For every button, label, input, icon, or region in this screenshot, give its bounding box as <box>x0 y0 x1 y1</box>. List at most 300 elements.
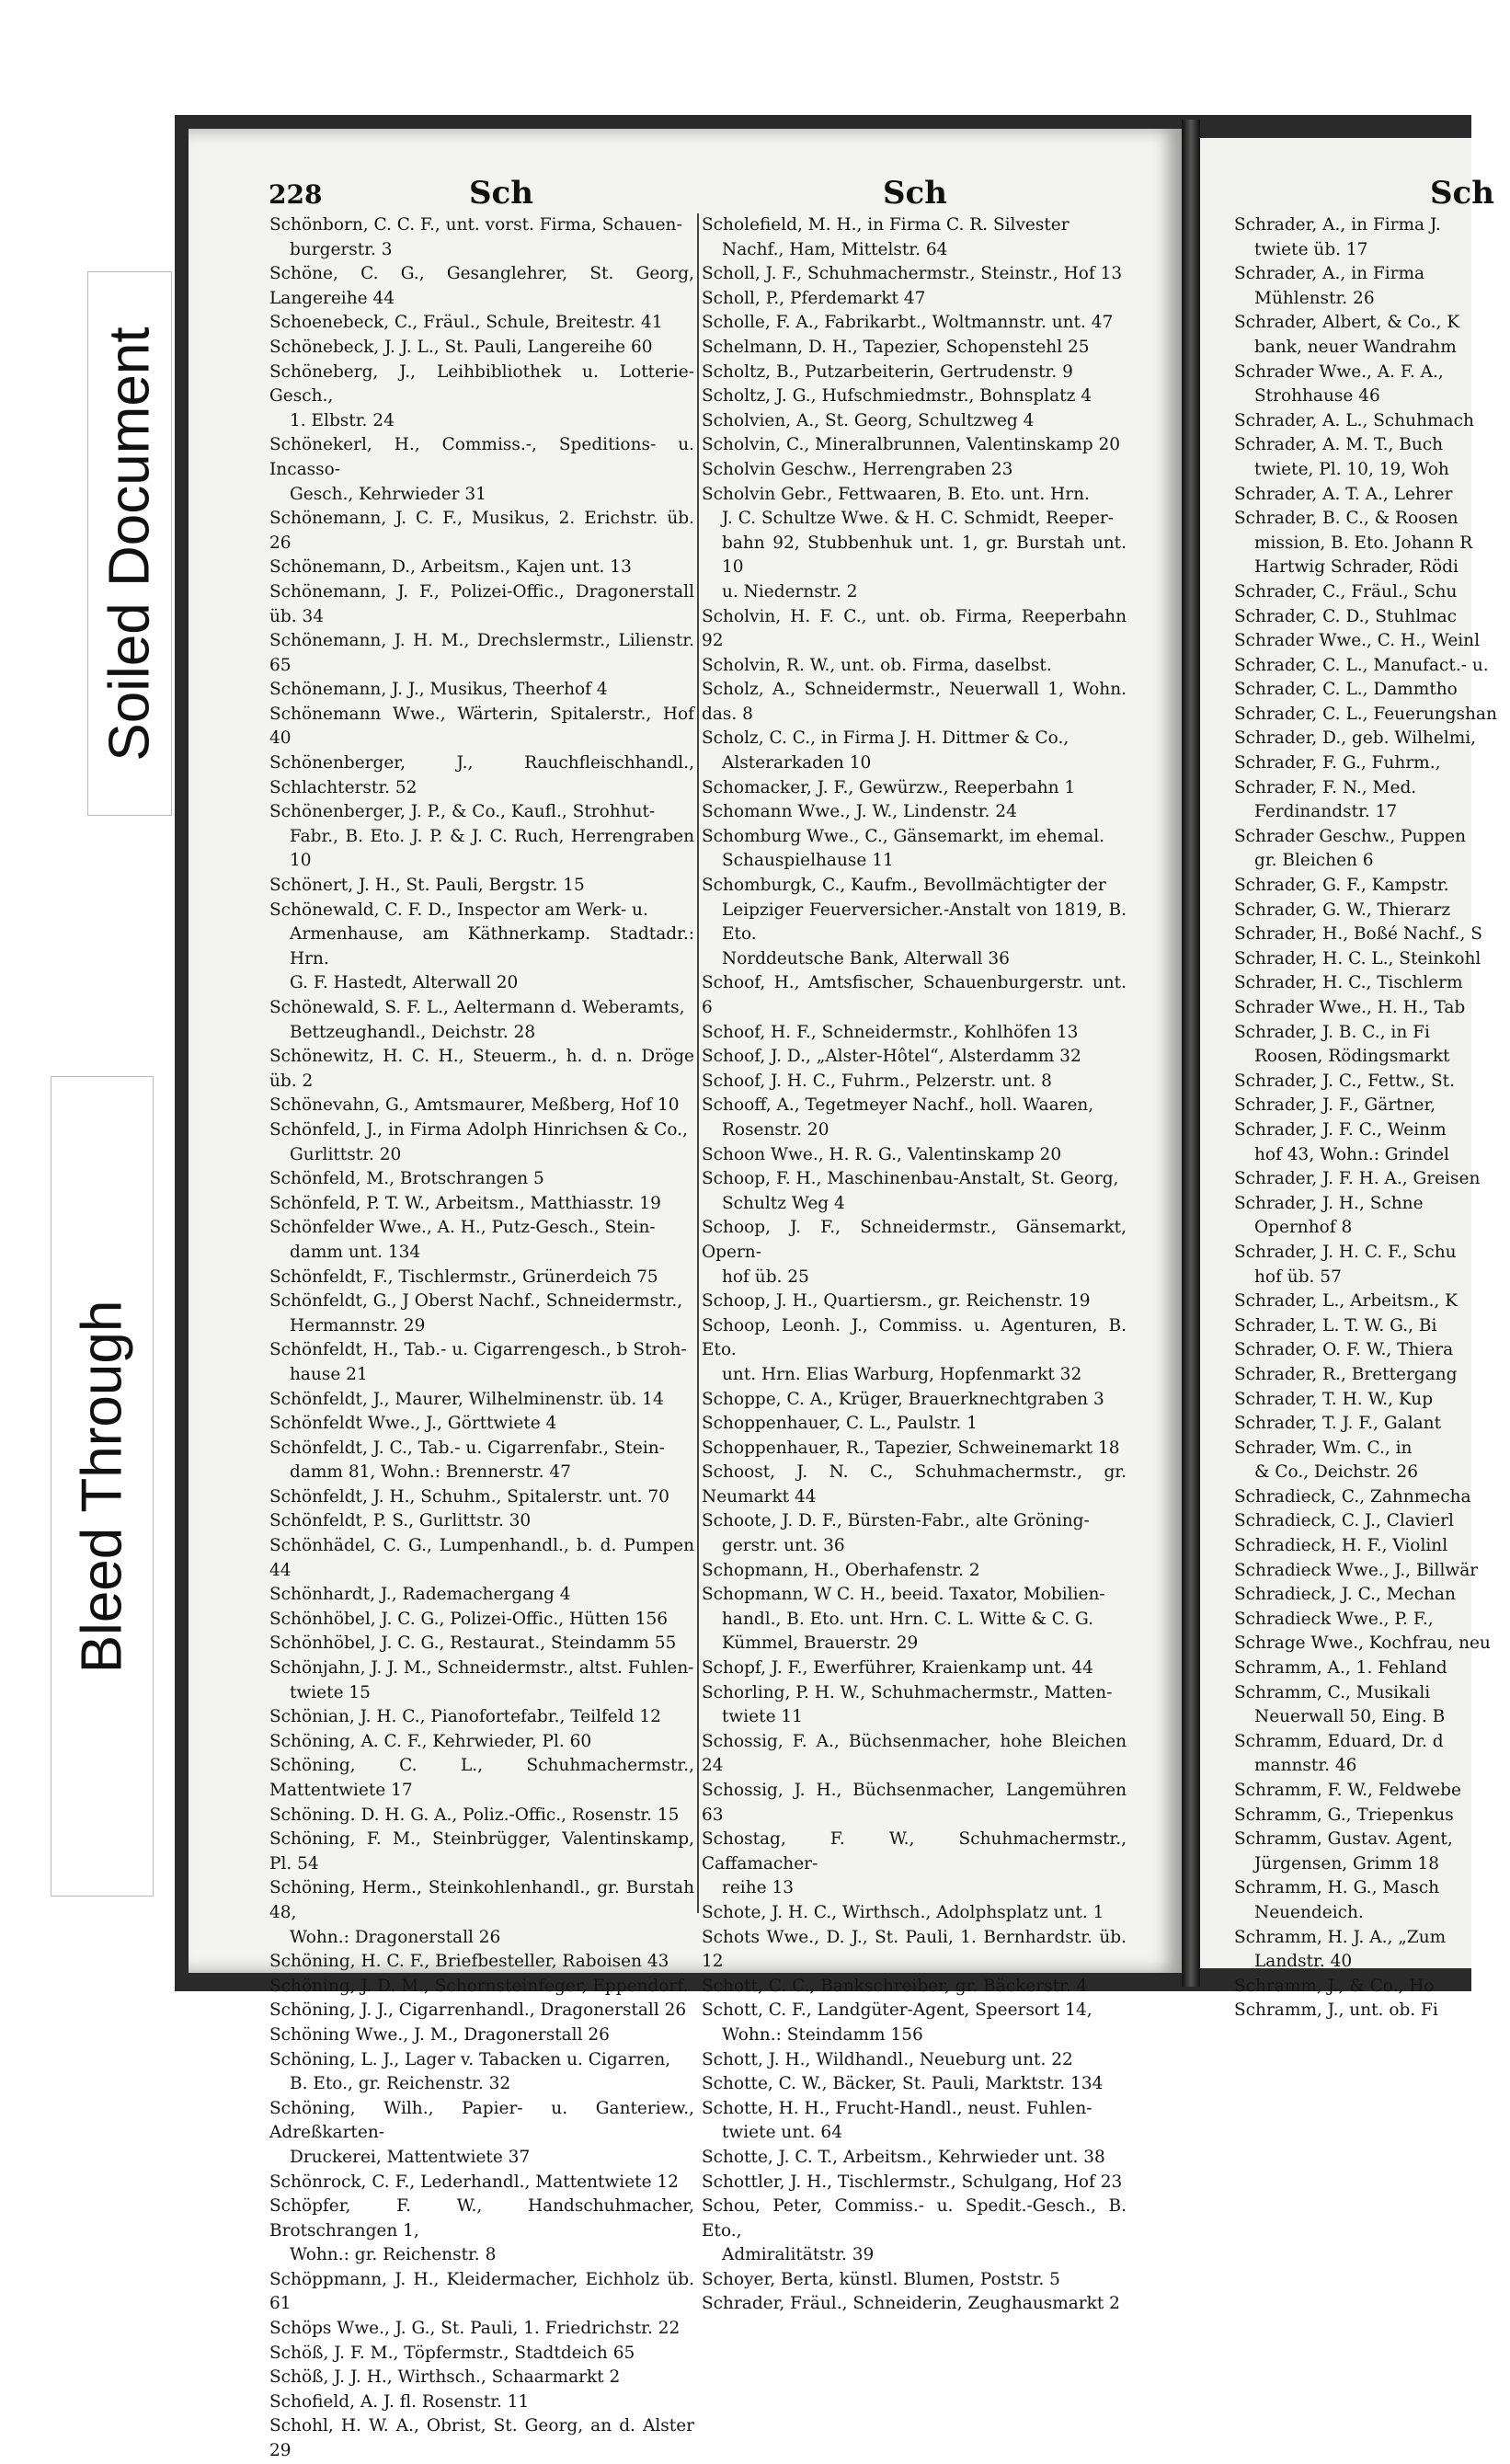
directory-entry <box>269 1289 694 1338</box>
entry-name-line: Schönfeld, M., Brotschrangen 5 <box>269 1169 544 1189</box>
entry-name-line: Schoof, H., Amtsfischer, Schauenburgerstr. unt. 6 <box>702 973 1127 1017</box>
entry-name-line: Scholl, J. F., Schuhmachermstr., Steinstr., Hof 13 <box>702 264 1123 284</box>
entry-name-line: Schramm, G., Triepenkus <box>1234 1805 1454 1825</box>
entry-name-line: Schönevahn, G., Amtsmaurer, Meßberg, Hof 10 <box>269 1095 680 1116</box>
entry-continuation-line: Wohn.: Dragonerstall 26 <box>290 1927 501 1947</box>
directory-entry <box>1234 1338 1510 1363</box>
directory-entry <box>702 874 1127 971</box>
directory-entry <box>269 1509 694 1534</box>
entry-name-line: Schönfeldt, G., J Oberst Nachf., Schneidermstr., <box>269 1291 683 1312</box>
entry-name-line: Schoop, F. H., Maschinenbau-Anstalt, St. Georg, <box>702 1169 1119 1189</box>
entry-name-line: Schostag, F. W., Schuhmachermstr., Caffamacher- <box>702 1829 1127 1874</box>
entry-name-line: Schönfeld, J., in Firma Adolph Hinrichsen & Co., <box>269 1119 688 1140</box>
entry-name-line: Schoppenhauer, R., Tapezier, Schweinemarkt 18 <box>702 1438 1120 1458</box>
entry-name-line: Schoyer, Berta, künstl. Blumen, Poststr. 5 <box>702 2269 1060 2289</box>
entry-name-line: Schott, C. F., Landgüter-Agent, Speersort 14, <box>702 2000 1092 2021</box>
entry-name-line: Schoon Wwe., H. R. G., Valentinskamp 20 <box>702 1144 1062 1164</box>
directory-entry <box>702 2195 1127 2268</box>
entry-name-line: Schrader, J. F., Gärtner, <box>1234 1095 1436 1116</box>
entry-name-line: Schrader, Albert, & Co., K <box>1234 313 1460 333</box>
directory-entry <box>1234 262 1510 311</box>
directory-entry <box>269 1583 694 1608</box>
directory-entry <box>702 2268 1127 2293</box>
directory-entry <box>702 2097 1127 2146</box>
directory-entry <box>1234 1412 1510 1437</box>
directory-entry <box>1234 678 1510 703</box>
directory-entry <box>1234 899 1510 923</box>
entry-name-line: Schrader, L., Arbeitsm., K <box>1234 1291 1458 1312</box>
directory-entry <box>269 1534 694 1583</box>
entry-name-line: Schrader, A., in Firma J. <box>1234 215 1441 235</box>
directory-entry <box>1234 971 1510 996</box>
soiled-document-label <box>87 271 172 816</box>
directory-entry <box>702 1926 1127 1975</box>
directory-entry <box>702 1045 1127 1070</box>
directory-entry <box>1234 1241 1510 1289</box>
entry-name-line: Schönfeldt, H., Tab.- u. Cigarrengesch., b Stroh- <box>269 1340 687 1360</box>
entry-name-line: Schou, Peter, Commiss.- u. Spedit.-Gesch., B. Eto., <box>702 2196 1127 2241</box>
entry-name-line: Schradieck Wwe., J., Billwär <box>1234 1560 1479 1580</box>
directory-entry <box>1234 751 1510 776</box>
directory-entry <box>269 1999 694 2023</box>
entry-continuation-line: twiete 15 <box>290 1682 371 1702</box>
entry-name-line: Schönemann, J. J., Musikus, Theerhof 4 <box>269 680 608 700</box>
entry-name-line: Schöneberg, J., Leihbibliothek u. Lotterie-Gesch., <box>269 361 694 407</box>
directory-entry <box>269 2317 694 2342</box>
directory-entry <box>1234 1485 1510 1510</box>
entry-name-line: Schoop, Leonh. J., Commiss. u. Agenturen, B. Eto. <box>702 1315 1127 1360</box>
entry-continuation-line: Schultz Weg 4 <box>722 1193 845 1213</box>
entry-name-line: Schöß, J. F. M., Töpfermstr., Stadtdeich 65 <box>269 2343 635 2363</box>
directory-entry <box>1234 605 1510 630</box>
directory-entry <box>702 2292 1127 2317</box>
entry-name-line: Schrader Wwe., A. F. A., <box>1234 361 1444 382</box>
directory-entry <box>1234 1388 1510 1413</box>
entry-name-line: Schönfelder Wwe., A. H., Putz-Gesch., Stein- <box>269 1218 656 1238</box>
directory-entry <box>269 1632 694 1656</box>
entry-continuation-line: mission, B. Eto. Johann R <box>1254 533 1473 553</box>
entry-name-line: Schrader, F. N., Med. <box>1234 777 1417 797</box>
directory-entry <box>269 800 694 874</box>
entry-name-line: Schoop, J. H., Quartiersm., gr. Reichenstr. 19 <box>702 1291 1091 1312</box>
entry-name-line: Schoop, J. F., Schneidermstr., Gänsemarkt, Opern- <box>702 1218 1127 1262</box>
entry-continuation-line: 1. Elbstr. 24 <box>290 410 395 430</box>
entry-name-line: Schrader, Wm. C., in <box>1234 1438 1413 1458</box>
directory-entry <box>269 874 694 899</box>
entry-continuation-line: Wohn.: gr. Reichenstr. 8 <box>290 2245 497 2265</box>
entry-name-line: Schönemann, D., Arbeitsm., Kajen unt. 13 <box>269 557 632 578</box>
directory-entry <box>269 2414 694 2463</box>
entry-name-line: Schoenebeck, C., Fräul., Schule, Breitestr. 41 <box>269 313 663 333</box>
entry-name-line: Schöning, L. J., Lager v. Tabacken u. Cigarren, <box>269 2049 671 2069</box>
directory-entry <box>269 213 694 262</box>
directory-entry <box>269 2195 694 2268</box>
entry-name-line: Schrader, H. C. L., Steinkohl <box>1234 948 1481 968</box>
directory-entry <box>702 336 1127 361</box>
book-gutter <box>1182 120 1200 1987</box>
entry-name-line: Schrader, F. G., Fuhrm., <box>1234 753 1441 774</box>
directory-entry <box>269 556 694 580</box>
entry-name-line: Schönewald, C. F. D., Inspector am Werk- u. <box>269 900 648 920</box>
entry-name-line: Schomacker, J. F., Gewürzw., Reeperbahn 1 <box>702 777 1076 797</box>
entry-name-line: Schrader, J. H. C. F., Schu <box>1234 1242 1457 1262</box>
directory-entry <box>702 1975 1127 2000</box>
entry-name-line: Schönfeldt, P. S., Gurlittstr. 30 <box>269 1511 532 1531</box>
directory-entry <box>269 1118 694 1167</box>
entry-name-line: Schopmann, W C. H., beeid. Taxator, Mobilien- <box>702 1585 1105 1605</box>
directory-entry <box>269 1950 694 1975</box>
directory-entry <box>702 1388 1127 1413</box>
entry-name-line: Schrader Wwe., H. H., Tab <box>1234 998 1466 1017</box>
bleed-through-label <box>51 1076 154 1897</box>
entry-continuation-line: unt. Hrn. Elias Warburg, Hopfenmarkt 32 <box>722 1364 1082 1384</box>
directory-entry <box>1234 1656 1510 1681</box>
directory-entry <box>1234 874 1510 899</box>
entry-name-line: Scholvin Gebr., Fettwaaren, B. Eto. unt. Hrn. <box>702 484 1090 504</box>
entry-name-line: Schradieck Wwe., P. F., <box>1234 1609 1434 1629</box>
entry-continuation-line: Ferdinandstr. 17 <box>1254 802 1398 822</box>
entry-name-line: Schramm, J., unt. ob. Fi <box>1234 2000 1438 2021</box>
entry-name-line: Schönjahn, J. J. M., Schneidermstr., altst. Fuhlen- <box>269 1658 694 1679</box>
directory-entry <box>269 1804 694 1828</box>
entry-continuation-line: Hermannstr. 29 <box>290 1315 426 1335</box>
directory-entry <box>702 1779 1127 1828</box>
entry-continuation-line: twiete unt. 64 <box>722 2123 842 2143</box>
entry-name-line: Schrader, A., in Firma <box>1234 264 1425 284</box>
entry-name-line: Schrader, G. W., Thierarz <box>1234 900 1451 920</box>
directory-entry <box>1234 1608 1510 1633</box>
directory-entry <box>702 727 1127 775</box>
page-number: 228 <box>269 179 323 210</box>
directory-entry <box>1234 776 1510 825</box>
directory-entry <box>702 1901 1127 1926</box>
directory-entry <box>1234 947 1510 972</box>
entry-name-line: Scholefield, M. H., in Firma C. R. Silvester <box>702 215 1070 235</box>
directory-entry <box>1234 727 1510 751</box>
directory-entry <box>269 507 694 556</box>
directory-entry <box>269 433 694 507</box>
entry-name-line: Schöning Wwe., J. M., Dragonerstall 26 <box>269 2024 610 2045</box>
entry-continuation-line: handl., B. Eto. unt. Hrn. C. L. Witte & C. G. <box>722 1609 1094 1629</box>
entry-name-line: Scholle, F. A., Fabrikarbt., Woltmannstr. unt. 47 <box>702 313 1114 333</box>
entry-name-line: Schöning. D. H. G. A., Poliz.-Offic., Rosenstr. 15 <box>269 1805 680 1825</box>
directory-entry <box>1234 1632 1510 1656</box>
directory-entry <box>702 1509 1127 1558</box>
directory-entry <box>702 825 1127 874</box>
entry-name-line: Schrage Wwe., Kochfrau, neu <box>1234 1633 1491 1654</box>
entry-name-line: Schelmann, D. H., Tapezier, Schopenstehl 25 <box>702 337 1090 357</box>
entry-continuation-line: Armenhause, am Käthnerkamp. Stadtadr.: Hrn. <box>290 924 694 968</box>
entry-name-line: Schramm, C., Musikali <box>1234 1682 1431 1702</box>
entry-name-line: Schradieck, J. C., Mechan <box>1234 1585 1456 1605</box>
directory-entry <box>702 361 1127 385</box>
directory-entry <box>1234 1289 1510 1314</box>
entry-name-line: Schöning, A. C. F., Kehrwieder, Pl. 60 <box>269 1731 592 1751</box>
directory-entry <box>269 1045 694 1094</box>
entry-name-line: Schönfeld, P. T. W., Arbeitsm., Matthiasstr. 19 <box>269 1193 661 1213</box>
entry-name-line: Schönemann Wwe., Wärterin, Spitalerstr., Hof 40 <box>269 704 694 749</box>
entry-continuation-line: Kümmel, Brauerstr. 29 <box>722 1633 919 1654</box>
directory-entry <box>269 2171 694 2195</box>
directory-entry <box>702 1070 1127 1094</box>
directory-entry <box>1234 580 1510 605</box>
entry-name-line: Schrader, B. C., & Roosen <box>1234 509 1459 529</box>
entry-continuation-line: Gesch., Kehrwieder 31 <box>290 484 486 504</box>
entry-name-line: Schott, C. C., Bankschreiber, gr. Bäckerstr. 4 <box>702 1976 1088 1996</box>
entry-name-line: Schrader, Fräul., Schneiderin, Zeughausmarkt 2 <box>702 2294 1120 2314</box>
directory-entry <box>702 1216 1127 1289</box>
directory-column-3 <box>1234 213 1510 2023</box>
entry-name-line: Scholvin, H. F. C., unt. ob. Firma, Reeperbahn 92 <box>702 606 1127 651</box>
directory-entry <box>269 751 694 800</box>
entry-continuation-line: damm unt. 134 <box>290 1242 421 1262</box>
entry-continuation-line: Admiralitätstr. 39 <box>722 2245 875 2265</box>
directory-column-1 <box>269 213 694 2464</box>
directory-entry <box>269 311 694 336</box>
entry-continuation-line: reihe 13 <box>722 1878 794 1898</box>
entry-continuation-line: Jürgensen, Grimm 18 <box>1254 1853 1440 1874</box>
directory-entry <box>269 1167 694 1192</box>
directory-entry <box>1234 1314 1510 1339</box>
entry-name-line: Schrader, A. T. A., Lehrer <box>1234 484 1453 504</box>
entry-continuation-line: twiete üb. 17 <box>1254 239 1368 259</box>
directory-entry <box>269 1216 694 1265</box>
entry-name-line: Scholvin, R. W., unt. ob. Firma, daselbst. <box>702 655 1052 675</box>
directory-entry <box>1234 433 1510 482</box>
entry-name-line: Schrader, J. C., Fettw., St. <box>1234 1071 1455 1091</box>
entry-name-line: Schramm, H. J. A., „Zum <box>1234 1927 1447 1947</box>
directory-entry <box>702 433 1127 458</box>
directory-entry <box>1234 1437 1510 1485</box>
directory-entry <box>702 311 1127 336</box>
entry-name-line: Schramm, Eduard, Dr. d <box>1234 1731 1444 1751</box>
entry-continuation-line: hof 43, Wohn.: Grindel <box>1254 1144 1449 1164</box>
directory-entry <box>702 2171 1127 2195</box>
directory-entry <box>269 1192 694 1217</box>
directory-entry <box>1234 1583 1510 1608</box>
directory-entry <box>1234 1118 1510 1167</box>
entry-continuation-line: Fabr., B. Eto. J. P. & J. C. Ruch, Herrengraben 10 <box>290 826 694 871</box>
directory-entry <box>1234 1975 1510 2000</box>
directory-entry <box>1234 703 1510 728</box>
entry-name-line: Schöning, Herm., Steinkohlenhandl., gr. Burstah 48, <box>269 1878 694 1922</box>
directory-entry <box>702 800 1127 825</box>
directory-entry <box>269 629 694 678</box>
entry-continuation-line: bank, neuer Wandrahm <box>1254 337 1457 357</box>
entry-name-line: Schrader Geschw., Puppen <box>1234 826 1467 846</box>
entry-name-line: Schönert, J. H., St. Pauli, Bergstr. 15 <box>269 876 585 896</box>
entry-continuation-line: Nachf., Ham, Mittelstr. 64 <box>722 239 948 259</box>
directory-entry <box>1234 1559 1510 1584</box>
entry-continuation-line: & Co., Deichstr. 26 <box>1254 1462 1418 1483</box>
directory-entry <box>269 899 694 996</box>
directory-entry <box>702 971 1127 1020</box>
entry-name-line: Schrader, T. H. W., Kup <box>1234 1389 1434 1409</box>
entry-name-line: Schorling, P. H. W., Schuhmachermstr., Matten- <box>702 1682 1113 1702</box>
entry-continuation-line: Wohn.: Steindamm 156 <box>722 2024 923 2045</box>
entry-name-line: Schöß, J. J. H., Wirthsch., Schaarmarkt 2 <box>269 2367 621 2388</box>
directory-entry <box>1234 923 1510 947</box>
entry-name-line: Schöning, Wilh., Papier- u. Ganteriew., Adreßkarten- <box>269 2098 694 2143</box>
directory-entry <box>1234 1167 1510 1192</box>
entry-name-line: Schrader, C. L., Manufact.- u. <box>1234 655 1489 675</box>
entry-name-line: Schots Wwe., D. J., St. Pauli, 1. Bernhardstr. üb. 12 <box>702 1927 1127 1972</box>
directory-entry <box>1234 1926 1510 1975</box>
entry-name-line: Schrader, O. F. W., Thiera <box>1234 1340 1454 1360</box>
entry-name-line: Scholl, P., Pferdemarkt 47 <box>702 288 926 308</box>
entry-name-line: Schöning, J. J., Cigarrenhandl., Dragonerstall 26 <box>269 2000 687 2021</box>
directory-entry <box>269 1437 694 1485</box>
directory-entry <box>1234 1192 1510 1241</box>
directory-entry <box>269 1266 694 1290</box>
entry-name-line: Schramm, A., 1. Fehland <box>1234 1658 1447 1679</box>
entry-continuation-line: Schauspielhause 11 <box>722 851 894 871</box>
directory-entry <box>702 605 1127 654</box>
directory-entry <box>269 1730 694 1755</box>
entry-continuation-line: Rosenstr. 20 <box>722 1119 829 1140</box>
entry-continuation-line: Norddeutsche Bank, Alterwall 36 <box>722 948 1010 968</box>
directory-entry <box>269 1656 694 1705</box>
entry-name-line: Schottler, J. H., Tischlermstr., Schulgang, Hof 23 <box>702 2172 1123 2192</box>
entry-name-line: Schramm, J., & Co., Ho <box>1234 1976 1435 1996</box>
entry-name-line: Schrader, H., Boßé Nachf., S <box>1234 924 1482 945</box>
entry-name-line: Schopmann, H., Oberhafenstr. 2 <box>702 1560 980 1580</box>
entry-name-line: Schrader, J. B. C., in Fi <box>1234 1022 1430 1042</box>
directory-entry <box>1234 1779 1510 1804</box>
entry-continuation-line: Leipziger Feuerversicher.-Anstalt von 1819, B. Eto. <box>722 900 1127 945</box>
entry-name-line: Schrader, L. T. W. G., Bi <box>1234 1315 1437 1335</box>
entry-name-line: Schrader, J. F. H. A., Greisen <box>1234 1169 1481 1189</box>
entry-name-line: Scholz, A., Schneidermstr., Neuerwall 1, Wohn. das. 8 <box>702 680 1127 724</box>
entry-name-line: Schopf, J. F., Ewerführer, Kraienkamp unt. 44 <box>702 1658 1093 1679</box>
entry-continuation-line: Neuerwall 50, Eing. B <box>1254 1707 1446 1727</box>
entry-name-line: Schrader, C. D., Stuhlmac <box>1234 606 1458 626</box>
directory-entry <box>702 287 1127 312</box>
entry-name-line: Schöning, H. C. F., Briefbesteller, Raboisen 43 <box>269 1952 669 1972</box>
entry-name-line: Schrader, D., geb. Wilhelmi, <box>1234 728 1477 749</box>
entry-name-line: Schomburgk, C., Kaufm., Bevollmächtigter der <box>702 876 1106 896</box>
entry-name-line: Schramm, F. W., Feldwebe <box>1234 1781 1461 1800</box>
entry-name-line: Schönhöbel, J. C. G., Restaurat., Steindamm 55 <box>269 1633 677 1654</box>
entry-name-line: Schradieck, H. F., Violinl <box>1234 1536 1448 1556</box>
directory-entry <box>1234 654 1510 679</box>
entry-name-line: Schönfeldt, F., Tischlermstr., Grünerdeich 75 <box>269 1266 658 1287</box>
directory-entry <box>269 2390 694 2415</box>
entry-name-line: Schrader, J. H., Schne <box>1234 1193 1424 1213</box>
directory-entry <box>702 1143 1127 1168</box>
directory-column-2 <box>702 213 1127 2317</box>
directory-entry <box>702 384 1127 409</box>
entry-continuation-line: Gurlittstr. 20 <box>290 1144 402 1164</box>
directory-entry <box>269 1485 694 1510</box>
directory-entry <box>702 1656 1127 1681</box>
entry-continuation-line: twiete 11 <box>722 1707 803 1727</box>
directory-entry <box>702 458 1127 483</box>
entry-name-line: Schönemann, J. F., Polizei-Offic., Dragonerstall üb. 34 <box>269 581 694 626</box>
directory-entry <box>1234 996 1510 1021</box>
directory-entry <box>1234 507 1510 580</box>
entry-continuation-line: u. Niedernstr. 2 <box>722 581 858 602</box>
entry-name-line: Schönewald, S. F. L., Aeltermann d. Weberamts, <box>269 998 685 1017</box>
entry-continuation-line: Strohhause 46 <box>1254 386 1380 407</box>
directory-entry <box>1234 1363 1510 1388</box>
entry-name-line: Schönemann, J. H. M., Drechslermstr., Lilienstr. 65 <box>269 631 694 675</box>
directory-entry <box>1234 213 1510 262</box>
directory-entry <box>269 1975 694 2000</box>
entry-continuation-line: hause 21 <box>290 1364 368 1384</box>
entry-name-line: Scholvin Geschw., Herrengraben 23 <box>702 459 1013 479</box>
entry-continuation-line: Roosen, Rödingsmarkt <box>1254 1047 1450 1067</box>
entry-continuation-line: bahn 92, Stubbenhuk unt. 1, gr. Burstah unt. 10 <box>722 533 1127 578</box>
entry-name-line: Schradieck, C., Zahnmecha <box>1234 1486 1471 1507</box>
directory-entry <box>702 654 1127 679</box>
entry-continuation-line: mannstr. 46 <box>1254 1756 1357 1776</box>
directory-entry <box>702 1021 1127 1046</box>
entry-name-line: Scholtz, J. G., Hufschmiedmstr., Bohnsplatz 4 <box>702 386 1092 407</box>
entry-name-line: Schrader, A. L., Schuhmach <box>1234 410 1474 430</box>
entry-name-line: Schoote, J. D. F., Bürsten-Fabr., alte Gröning- <box>702 1511 1090 1531</box>
directory-entry <box>702 1999 1127 2047</box>
entry-name-line: Schönian, J. H. C., Pianofortefabr., Teilfeld 12 <box>269 1707 661 1727</box>
directory-entry <box>1234 483 1510 508</box>
entry-name-line: Scholvien, A., St. Georg, Schultzweg 4 <box>702 410 1035 430</box>
entry-continuation-line: J. C. Schultze Wwe. & H. C. Schmidt, Reeper- <box>722 509 1115 529</box>
entry-continuation-line: Neuendeich. <box>1254 1902 1364 1922</box>
entry-name-line: Schönfeldt, J. H., Schuhm., Spitalerstr. unt. 70 <box>269 1486 669 1507</box>
directory-entry <box>702 1681 1127 1730</box>
entry-name-line: Schooff, A., Tegetmeyer Nachf., holl. Waaren, <box>702 1095 1094 1116</box>
entry-name-line: Schöne, C. G., Gesanglehrer, St. Georg, Langereihe 44 <box>269 264 694 308</box>
entry-name-line: Schott, J. H., Wildhandl., Neueburg unt. 22 <box>702 2049 1073 2069</box>
entry-name-line: Schöpfer, F. W., Handschuhmacher, Brotschrangen 1, <box>269 2196 694 2241</box>
entry-name-line: Schoppe, C. A., Krüger, Brauerknechtgraben 3 <box>702 1389 1104 1409</box>
directory-entry <box>1234 1021 1510 1070</box>
soiled-document-label-text: Soiled Document <box>97 326 162 762</box>
entry-continuation-line: Hartwig Schrader, Rödi <box>1254 557 1459 578</box>
entry-name-line: Schönebeck, J. J. L., St. Pauli, Langereihe 60 <box>269 337 653 357</box>
directory-entry <box>269 1412 694 1437</box>
entry-continuation-line: Opernhof 8 <box>1254 1218 1353 1238</box>
entry-name-line: Scholz, C. C., in Firma J. H. Dittmer & Co., <box>702 728 1070 749</box>
entry-name-line: Schönrock, C. F., Lederhandl., Mattentwiete 12 <box>269 2172 679 2192</box>
entry-name-line: Schönewitz, H. C. H., Steuerm., h. d. n. Dröge üb. 2 <box>269 1047 694 1091</box>
entry-name-line: Schomburg Wwe., C., Gänsemarkt, im ehemal. <box>702 826 1105 846</box>
entry-name-line: Schönhardt, J., Rademachergang 4 <box>269 1585 571 1605</box>
directory-entry <box>269 1828 694 1876</box>
entry-name-line: Scholvin, C., Mineralbrunnen, Valentinskamp 20 <box>702 435 1121 455</box>
directory-entry <box>702 213 1127 262</box>
entry-name-line: Schrader, R., Brettergang <box>1234 1364 1458 1384</box>
entry-name-line: Schomann Wwe., J. W., Lindenstr. 24 <box>702 802 1017 822</box>
directory-entry <box>1234 1509 1510 1534</box>
entry-name-line: Schrader, T. J. F., Galant <box>1234 1414 1442 1434</box>
entry-name-line: Schönhädel, C. G., Lumpenhandl., b. d. Pumpen 44 <box>269 1536 694 1580</box>
entry-name-line: Schoof, J. H. C., Fuhrm., Pelzerstr. unt. 8 <box>702 1071 1052 1091</box>
entry-name-line: Schöps Wwe., J. G., St. Pauli, 1. Friedrichstr. 22 <box>269 2319 681 2339</box>
directory-entry <box>702 1094 1127 1142</box>
directory-entry <box>269 2342 694 2367</box>
directory-entry <box>702 1437 1127 1461</box>
entry-name-line: Schotte, C. W., Bäcker, St. Pauli, Marktstr. 134 <box>702 2074 1104 2094</box>
entry-continuation-line: Alsterarkaden 10 <box>722 753 872 774</box>
directory-entry <box>702 2072 1127 2097</box>
entry-continuation-line: Mühlenstr. 26 <box>1254 288 1375 308</box>
entry-name-line: Schradieck, C. J., Clavierl <box>1234 1511 1454 1531</box>
directory-entry <box>269 2268 694 2317</box>
directory-entry <box>269 703 694 751</box>
directory-entry <box>702 1314 1127 1388</box>
directory-entry <box>1234 629 1510 654</box>
